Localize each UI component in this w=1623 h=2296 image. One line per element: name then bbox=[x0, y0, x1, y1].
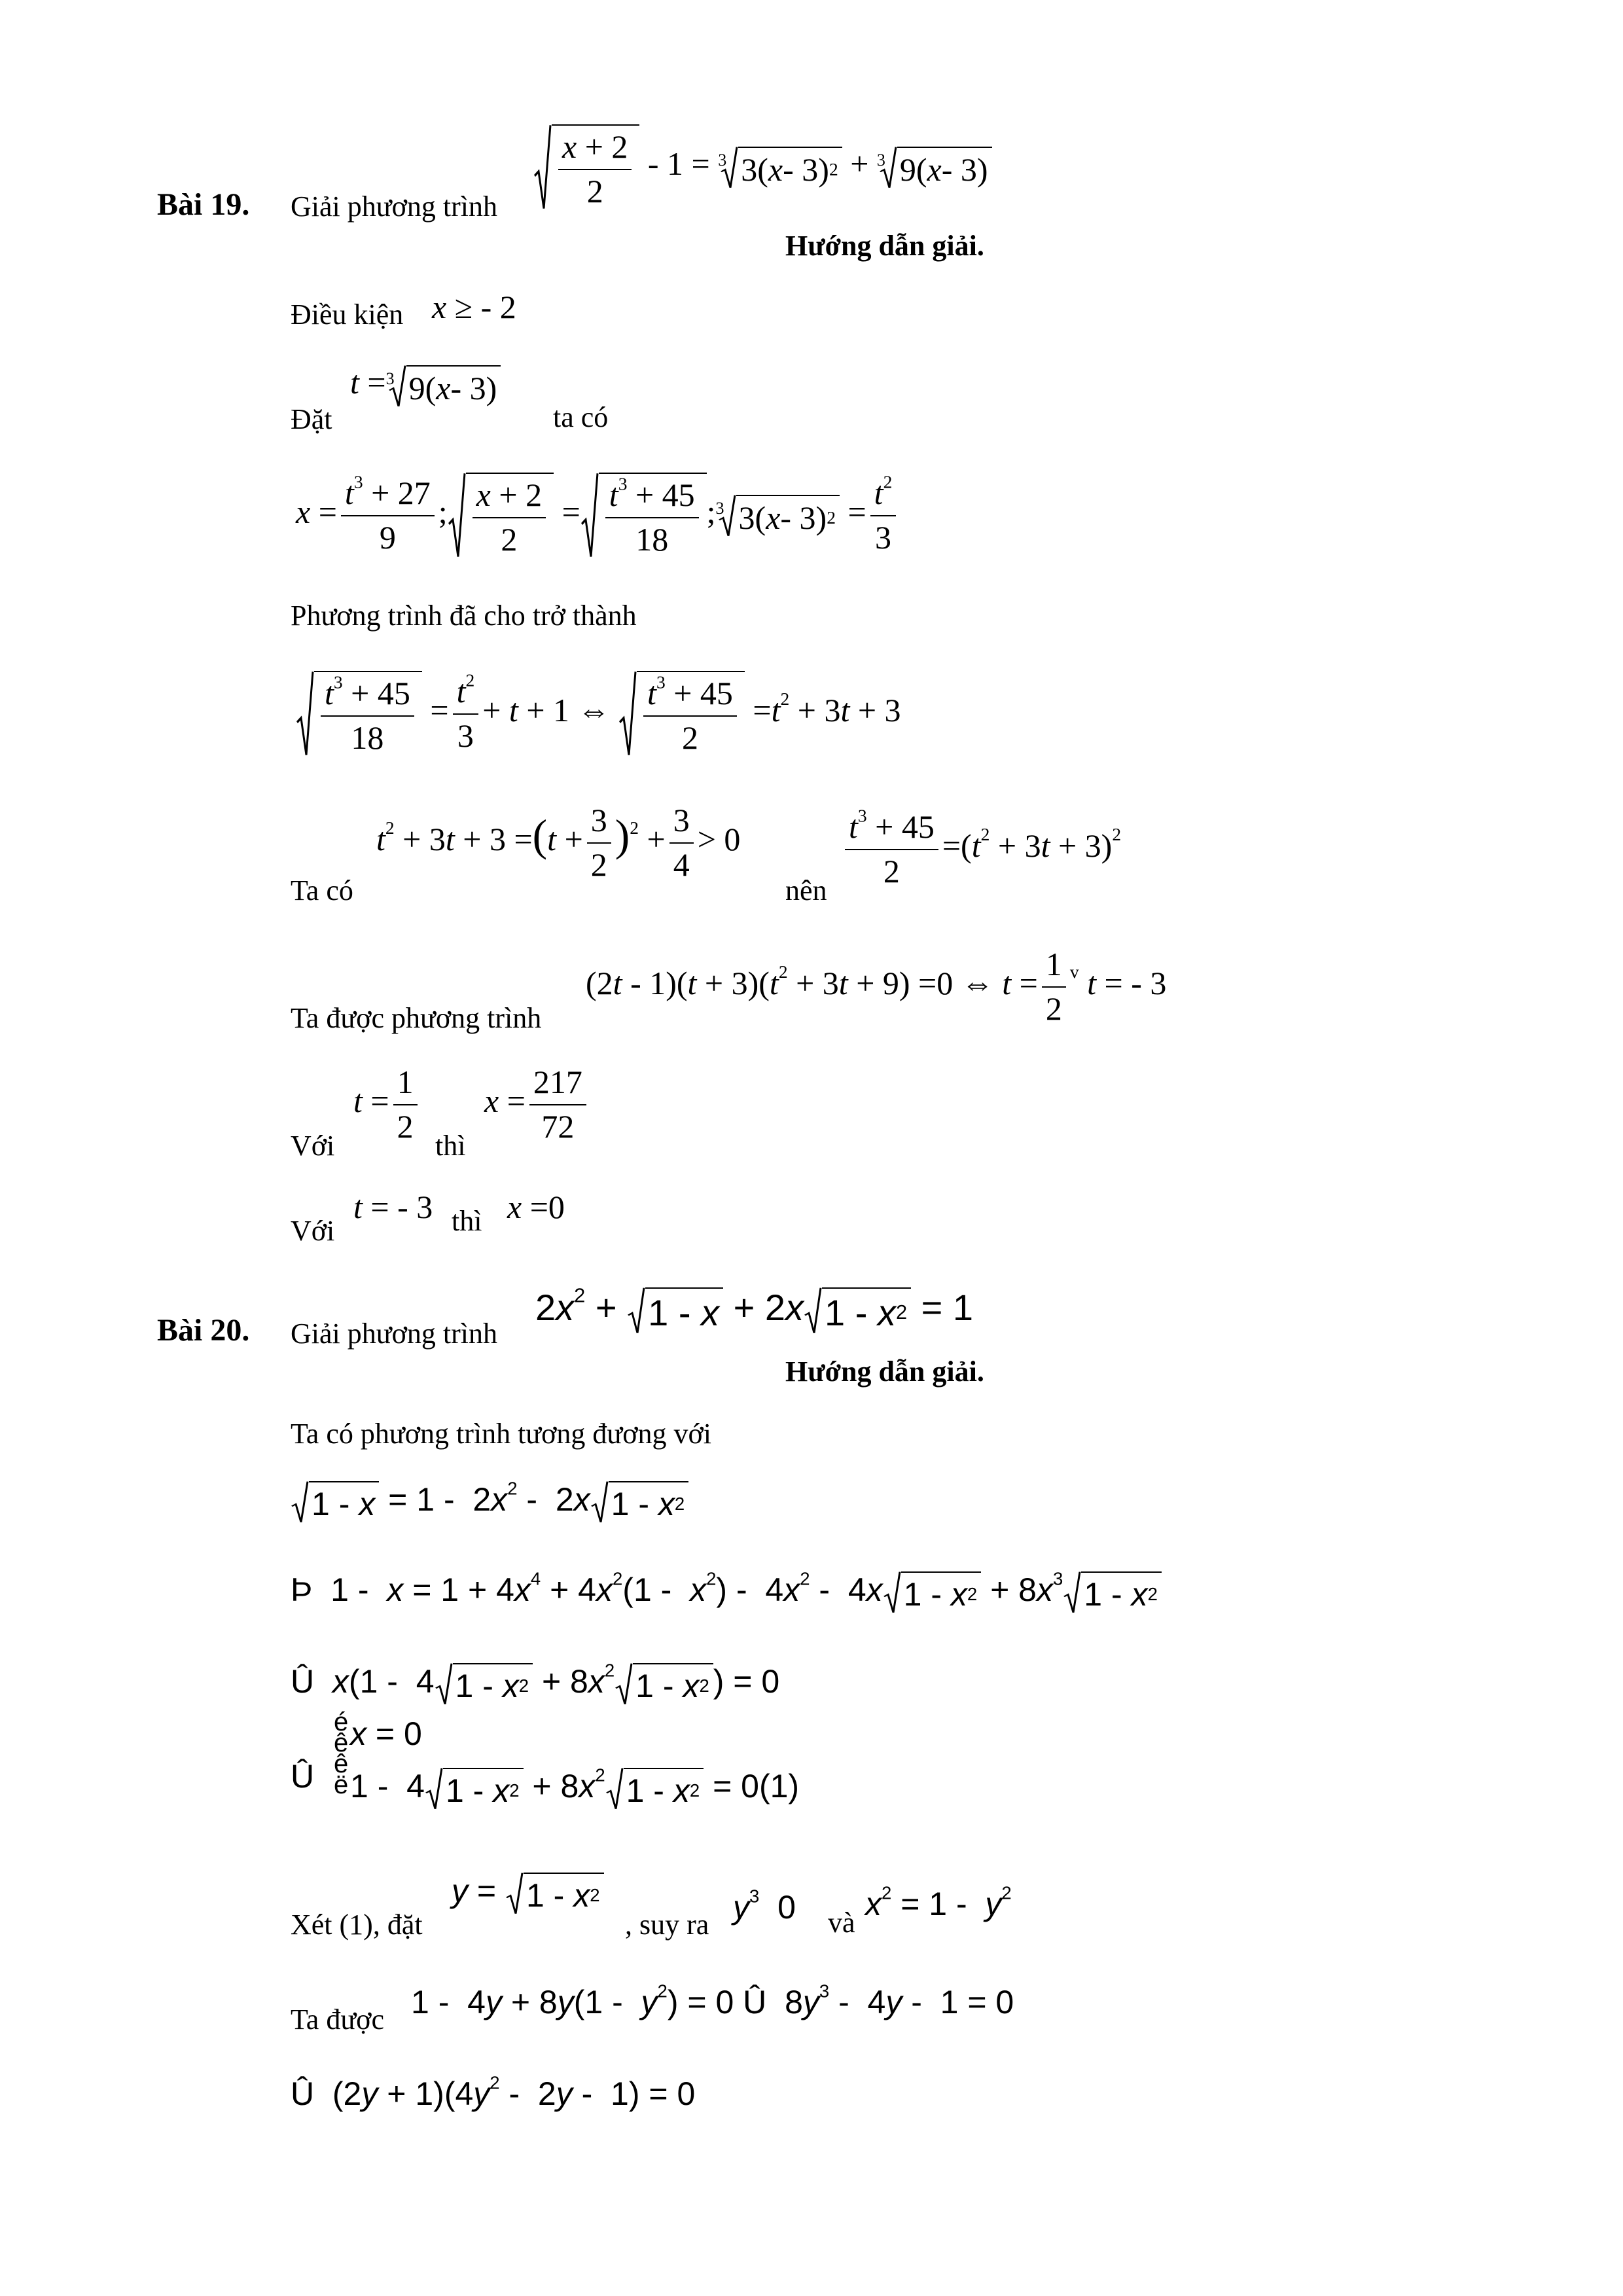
system-line-1: x = 0 bbox=[350, 1715, 422, 1752]
system-line-2: 1 - 4 1 - x 2 + $8x^2$ 1 - x 2 = 0(1) bbox=[350, 1765, 800, 1809]
result-text: Ta được phương trình bbox=[291, 1002, 542, 1034]
y-nonneg: $y^3$ 0 bbox=[733, 1886, 796, 1926]
guide-heading-19: Hướng dẫn giải. bbox=[785, 230, 984, 262]
final-line: Û $(2y + 1)(4y^2 - 2y - 1) = 0$ bbox=[291, 2072, 696, 2112]
case2-thi: thì bbox=[452, 1205, 482, 1237]
suy-ra-text: , suy ra bbox=[625, 1909, 709, 1941]
step1-expression: 1 - x = $1 - 2x^2 - 2x$ 1 - x 2 bbox=[291, 1480, 688, 1523]
xet-text: Xét (1), đặt bbox=[291, 1909, 423, 1941]
condition-label: Điều kiện bbox=[291, 298, 404, 331]
guide-heading-20: Hướng dẫn giải. bbox=[785, 1355, 984, 1388]
cubic-equation: $1 - 4y + 8y(1 - y^2) = 0$ Û $8y^3 - 4y - 1 = 0$ bbox=[411, 1981, 1014, 2020]
problem-19-prompt: Giải phương trình bbox=[291, 190, 497, 223]
problem-20-label: Bài 20. bbox=[157, 1313, 250, 1348]
transformed-equation: $\frac{t^3 + 45}{18}$ = $\frac{t^2}{3}$ + t + 1 ⇔ $\frac{t^3 + 45}{2}$ $=t^2 + 3t + 3$ bbox=[296, 671, 901, 757]
factored-equation: $(2t - 1)(t + 3)(t^2 + 3t + 9) =0$ ⇔ t = $\frac{1}{2}$ $^v$ t = - 3 bbox=[586, 946, 1167, 1027]
bracket-glyphs: é ê ê ë bbox=[334, 1708, 349, 1799]
positivity-expression: $t^2 + 3t + 3 =(t$ + $\frac{3}{2}$ )$^2$ + $\frac{3}{4}$ > 0 bbox=[376, 802, 741, 883]
problem-19-label: Bài 19. bbox=[157, 187, 250, 222]
case1-t-value: t = $\frac{1}{2}$ bbox=[353, 1064, 421, 1145]
substitution-expression: t = 3 9( x - 3) bbox=[350, 363, 501, 407]
step3-line: Û x(1 - 4 1 - x 2 + $8x^2$ 1 - x 2 ) = 0 bbox=[291, 1660, 780, 1704]
ta-duoc-text: Ta được bbox=[291, 2003, 384, 2036]
condition-expression: x ≥ - 2 bbox=[432, 289, 516, 325]
equivalent-text: Ta có phương trình tương đương với bbox=[291, 1418, 712, 1450]
substitution-label: Đặt bbox=[291, 403, 332, 435]
case1-voi: Với bbox=[291, 1130, 335, 1162]
step2-line: Þ $1 - x = 1 + 4x^4 + 4x^2(1 - x^2) - 4x^2 - 4x$ 1 - x 2 + $8x^3$ 1 - x 2 bbox=[291, 1571, 1162, 1613]
nen-label: nên bbox=[785, 874, 827, 906]
case2-voi: Với bbox=[291, 1215, 335, 1247]
case1-x-value: x = $\frac{217}{72}$ bbox=[484, 1064, 590, 1145]
equation-19: $\frac{x + 2}{2}$ - 1 = 3 3( x - 3) 2 + 3 9( x - 3) bbox=[533, 124, 992, 210]
implies-symbol: Þ bbox=[291, 1571, 313, 1608]
iff-symbol-1: Û bbox=[291, 1663, 315, 1700]
case1-thi: thì bbox=[435, 1130, 466, 1162]
step4-iff: Û bbox=[291, 1758, 315, 1795]
transform-text: Phương trình đã cho trở thành bbox=[291, 600, 637, 632]
x-squared-relation: $x^2 = 1 - y^2$ bbox=[865, 1882, 1012, 1922]
case2-x-value: x =0 bbox=[507, 1189, 565, 1225]
y-definition: y = 1 - x 2 bbox=[452, 1872, 604, 1914]
iff-symbol-final: Û bbox=[291, 2075, 315, 2112]
problem-20-prompt: Giải phương trình bbox=[291, 1318, 497, 1350]
equation-20: $2x^2$ + 1 - x + 2x 1 - x 2 = 1 bbox=[535, 1283, 974, 1333]
squared-equation: $\frac{t^3 + 45}{2}$ $=(t^2 + 3t + 3)^2$ bbox=[841, 808, 1121, 890]
substitution-results: x = $\frac{t^3 + 27}{9}$ ; $\frac{x + 2}{2}$ = $\frac{t^3 + 45}{18}$ ; 3 3( x - 3) 2 = $\frac{t^2}{3}$ bbox=[296, 473, 900, 558]
va-text: và bbox=[828, 1907, 855, 1939]
case2-t-value: t = - 3 bbox=[353, 1189, 433, 1225]
taco-label: Ta có bbox=[291, 874, 353, 906]
ta-co-label: ta có bbox=[553, 401, 609, 433]
